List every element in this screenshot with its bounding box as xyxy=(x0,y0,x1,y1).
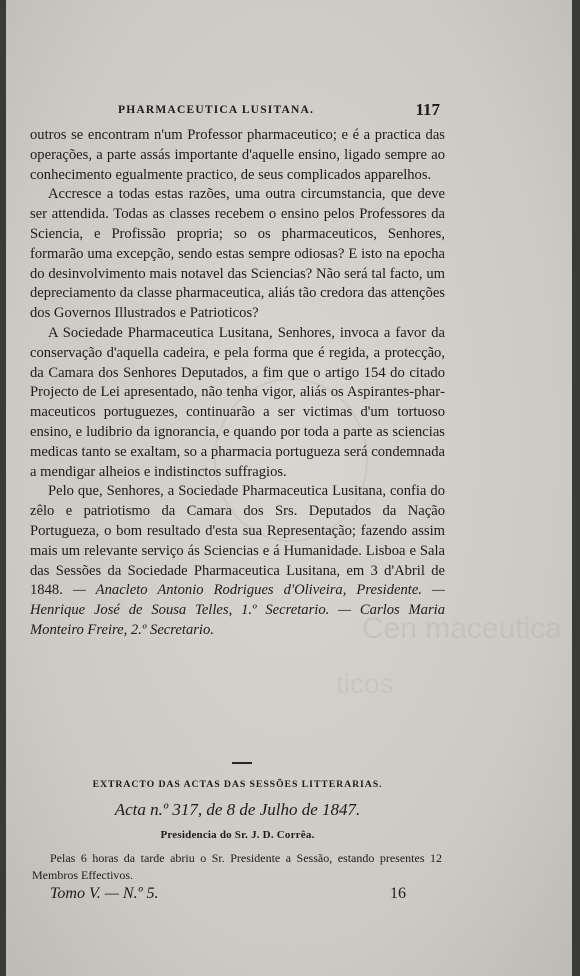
sheet-number: 16 xyxy=(390,885,406,902)
watermark-line-2: ticos xyxy=(336,668,394,699)
acta-title: Acta n.º 317, de 8 de Julho de 1847. xyxy=(114,800,361,819)
running-head-title: PHARMACEUTICA LUSITANA. xyxy=(118,104,315,116)
running-head xyxy=(118,100,440,122)
body-text xyxy=(30,126,445,641)
book-page xyxy=(6,0,572,976)
minutes-paragraph: Pelas 6 horas da tarde abriu o Sr. Presidente a Sessão, estando presentes 12 Membros Effectivos. xyxy=(32,851,442,882)
section-divider xyxy=(232,762,252,764)
minutes-text xyxy=(32,850,442,884)
page-footer xyxy=(50,885,406,907)
page-number: 117 xyxy=(415,100,440,119)
extract-heading: EXTRACTO DAS ACTAS DAS SESSÕES LITTERARIAS. xyxy=(92,779,383,790)
volume-signature: Tomo V. — N.º 5. xyxy=(50,885,159,902)
watermark-line-1: Cen maceutica xyxy=(361,612,562,645)
signatures: — Anacleto Antonio Rodrigues d'Oliveira, Presidente. — Henrique José de Sousa Telles, 1.º Secretario. — Carlos Maria Monteiro Freire, 2.º Secretario. xyxy=(30,582,445,638)
paragraph: outros se encontram n'um Professor pharmaceutico; e é a practica das operações, a parte assás importante d'aquelle ensino, ligado sempre ao conhecimento egualmente practico, de seus complicados apparelhos. xyxy=(30,127,445,183)
paragraph: Accresce a todas estas razões, uma outra circumstancia, que deve ser attendida. Todas as classes recebem o ensino pelos Professores da Sciencia, e Profissão propria; so os pharmaceuticos, Senhores, formarão uma excepção, sendo estas sempre odiosas? E isto na epocha do desinvolvimento mais notavel das Sciencias? Não será tal facto, um depreciamento da classe pharmaceutica, aliás tão credora das attenções dos Governos Illustrados e Patrioticos? xyxy=(30,186,445,322)
closing-text: Pelo que, Senhores, a Sociedade Pharmaceutica Lusitana, confia do zêlo e patriotismo da Camara dos Srs. Deputados da Nação Portugueza, o bom resultado d'esta sua Representação; fazendo assim mais um relevante serviço ás Sciencias e á Humanidade. Lisboa e Sala das Sessões da Sociedade Pharmaceutica Lusitana, em 3 d'Abril de 1848. xyxy=(30,483,445,599)
presidency-line: Presidencia do Sr. J. D. Corrêa. xyxy=(160,829,315,841)
paragraph: A Sociedade Pharmaceutica Lusitana, Senhores, invoca a favor da conservação d'aquella cadeira, e pela forma que é regida, a protecção, da Camara dos Senhores Deputados, a fim que o artigo 154 do citado Projecto de Lei apresentado, não tenha vigor, aliás os Aspirantes-pharmaceuticos portuguezes, continuarão a ser victimas d'um tortuoso ensino, e ludibrio da ignorancia, e quando por toda a parte as sciencias medicas tanto se exaltam, so a pharmacia portugueza será condemnada a mendigar alheios e indistinctos suffragios. xyxy=(30,324,445,480)
